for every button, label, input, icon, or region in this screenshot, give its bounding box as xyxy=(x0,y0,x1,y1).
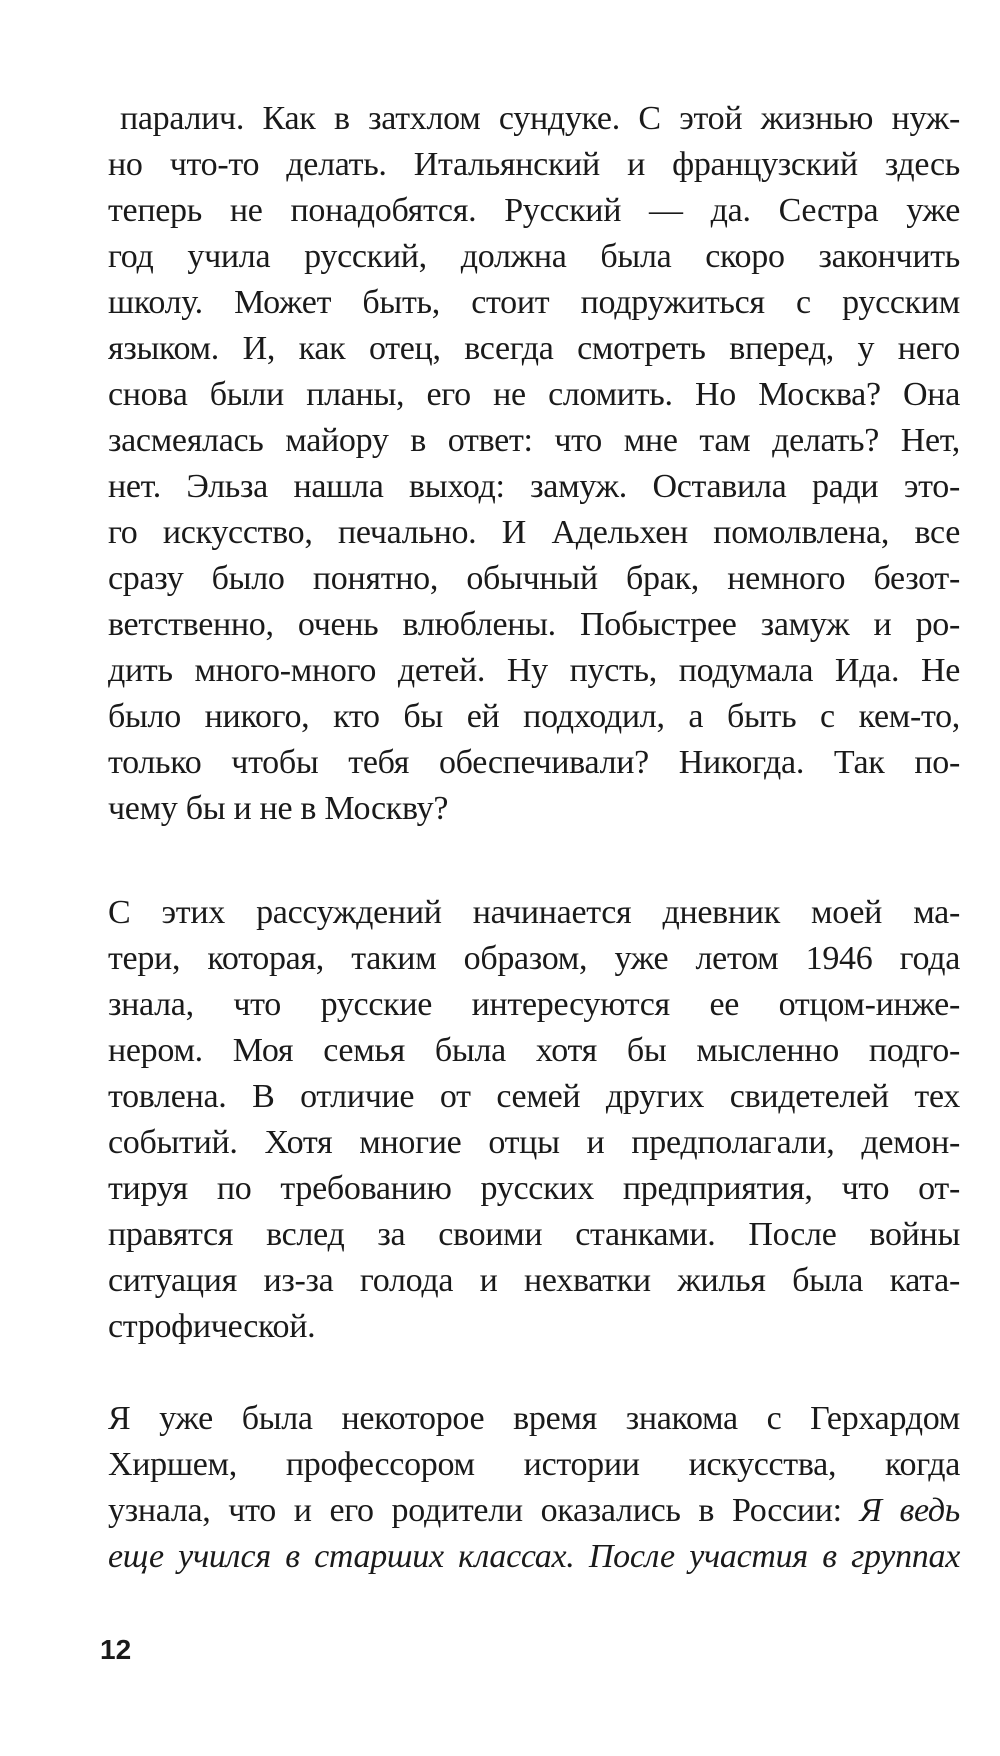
paragraph-line-mixed xyxy=(108,1488,960,1534)
paragraph-3 xyxy=(108,1396,960,1580)
page-number: 12 xyxy=(100,1634,132,1665)
paragraph-line: языком. И, как отец, всегда смотреть вперед, у него xyxy=(108,330,960,367)
italic-quote-text: Я ведь xyxy=(859,1492,960,1529)
paragraph-line: товлена. В отличие от семей других свидетелей тех xyxy=(108,1078,960,1115)
paragraph-line: событий. Хотя многие отцы и предполагали, демон- xyxy=(108,1124,960,1161)
paragraph-line: паралич. Как в затхлом сундуке. С этой жизнью нуж- xyxy=(120,100,960,137)
paragraph-line: дить много-много детей. Ну пусть, подумала Ида. Не xyxy=(108,652,960,689)
paragraph-line: сразу было понятно, обычный брак, немного безот- xyxy=(108,560,960,597)
regular-text: узнала, что и его родители оказались в России: xyxy=(108,1492,860,1529)
paragraph-line: знала, что русские интересуются ее отцом-инже- xyxy=(108,986,960,1023)
paragraph-line: нером. Моя семья была хотя бы мысленно подго- xyxy=(108,1032,960,1069)
paragraph-line: но что-то делать. Итальянский и французский здесь xyxy=(108,146,960,183)
paragraph-line: Я уже была некоторое время знакома с Герхардом xyxy=(108,1400,960,1437)
paragraph-line: правятся вслед за своими станками. После войны xyxy=(108,1216,960,1253)
paragraph-line: ветственно, очень влюблены. Побыстрее замуж и ро- xyxy=(108,606,960,643)
paragraph-line: только чтобы тебя обеспечивали? Никогда. Так по- xyxy=(108,744,960,781)
paragraph-line: теперь не понадобятся. Русский — да. Сестра уже xyxy=(108,192,960,229)
paragraph-line: год учила русский, должна была скоро закончить xyxy=(108,238,960,275)
paragraph-line: школу. Может быть, стоит подружиться с русским xyxy=(108,284,960,321)
paragraph-line: чему бы и не в Москву? xyxy=(108,790,449,827)
paragraph-line: строфической. xyxy=(108,1308,316,1345)
paragraph-line: ситуация из-за голода и нехватки жилья была ката- xyxy=(108,1262,960,1299)
paragraph-line: нет. Эльза нашла выход: замуж. Оставила ради это- xyxy=(108,468,960,505)
paragraph-line: тируя по требованию русских предприятия, что от- xyxy=(108,1170,960,1207)
paragraph-line: го искусство, печально. И Адельхен помолвлена, все xyxy=(108,514,960,551)
paragraph-1 xyxy=(108,96,960,832)
paragraph-line: Хиршем, профессором истории искусства, когда xyxy=(108,1446,960,1483)
paragraph-line: засмеялась майору в ответ: что мне там делать? Нет, xyxy=(108,422,960,459)
italic-quote-line: еще учился в старших классах. После участия в группах xyxy=(108,1538,960,1575)
paragraph-line: С этих рассуждений начинается дневник моей ма- xyxy=(108,894,960,931)
paragraph-2 xyxy=(108,890,960,1350)
paragraph-line: снова были планы, его не сломить. Но Москва? Она xyxy=(108,376,960,413)
paragraph-line: тери, которая, таким образом, уже летом 1946 года xyxy=(108,940,960,977)
paragraph-line: было никого, кто бы ей подходил, а быть с кем-то, xyxy=(108,698,960,735)
